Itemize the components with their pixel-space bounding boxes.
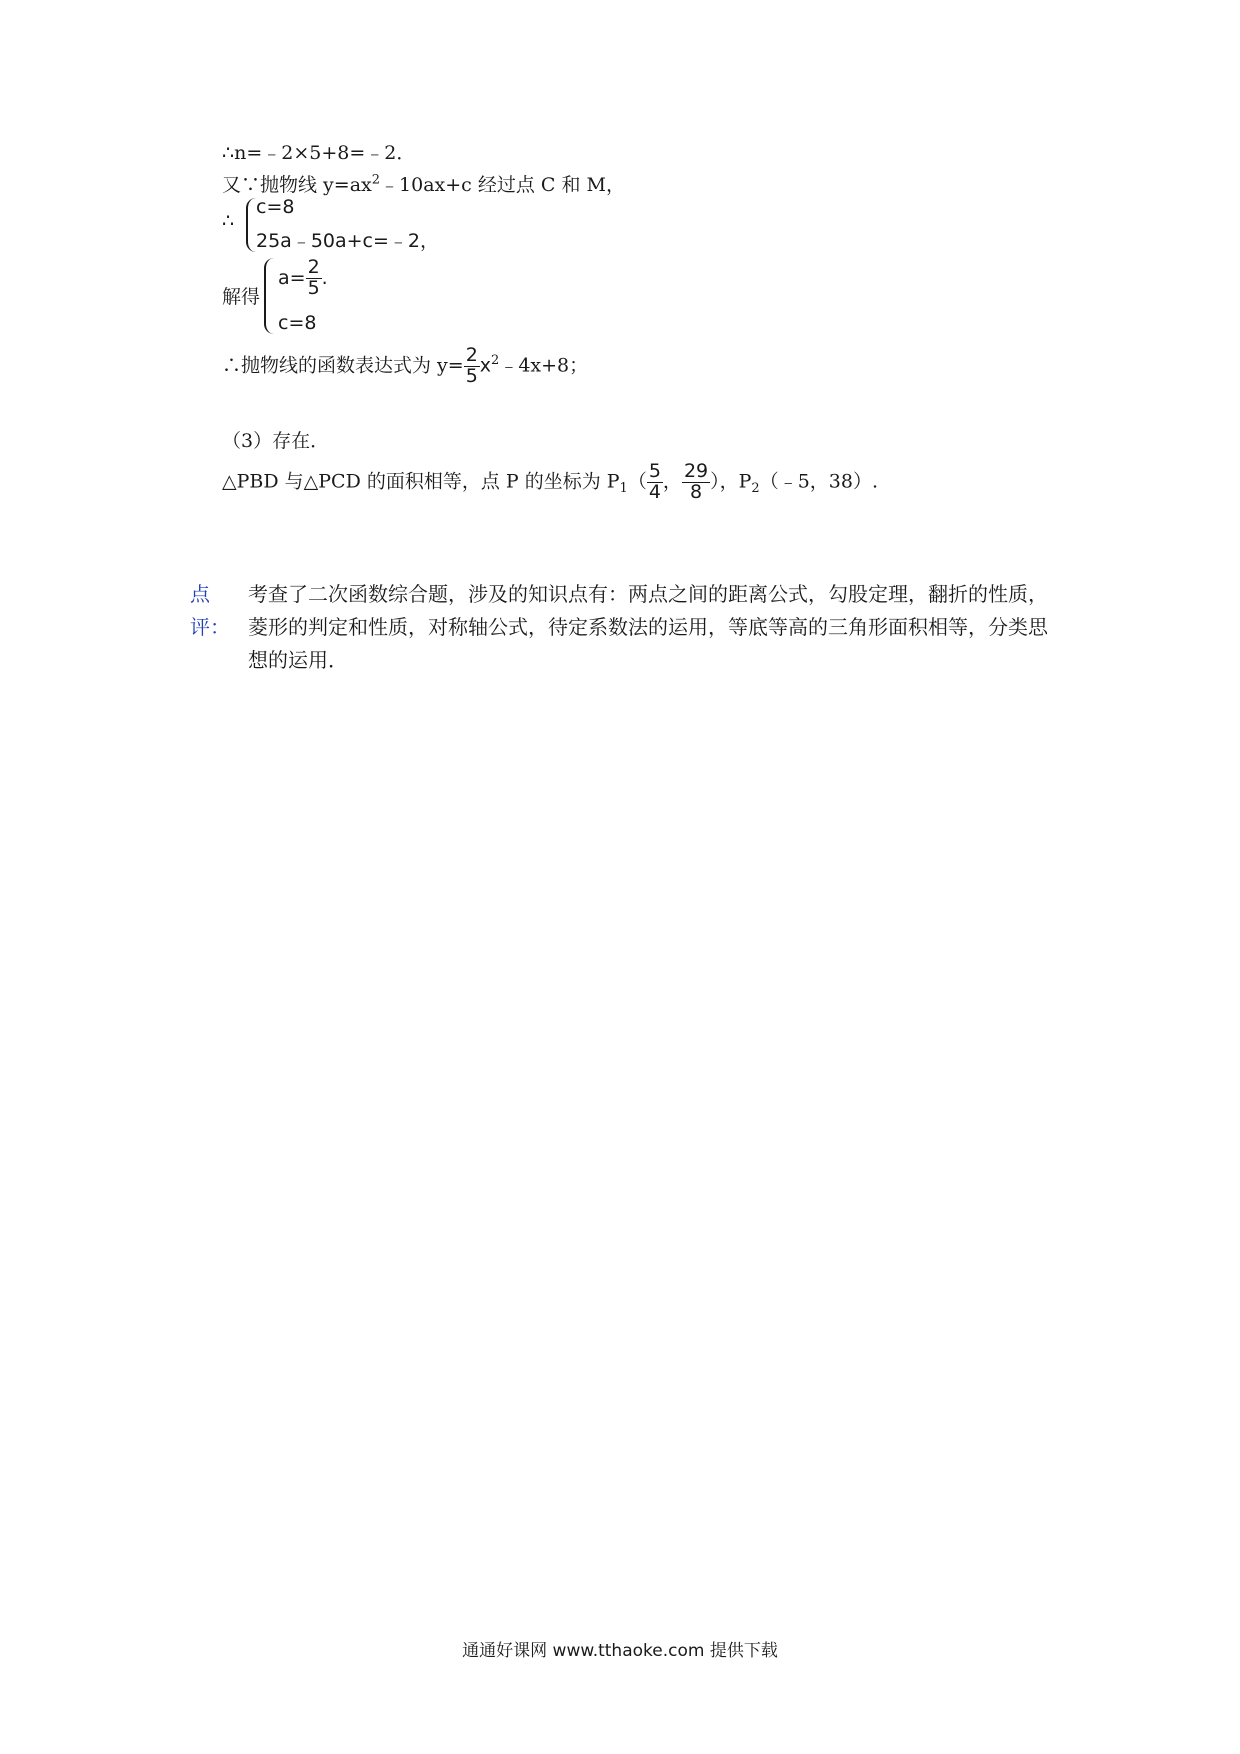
- comment-label: 点评：: [190, 582, 230, 639]
- equation-n: ∴n=﹣2×5+8=﹣2．: [222, 142, 416, 164]
- page-footer: 通通好课网 www.tthaoke.com 提供下载: [462, 1641, 778, 1661]
- fraction: $\frac{2}{5}$: [307, 256, 320, 299]
- fraction: $\frac{5}{4}$: [648, 460, 661, 503]
- comment-text: 考查了二次函数综合题，涉及的知识点有：两点之间的距离公式，勾股定理，翻折的性质，菱形的判定和性质，对称轴公式，待定系数法的运用，等底等高的三角形面积相等，分类思想的运用．: [248, 582, 1048, 672]
- part3-answer: △PBD 与△PCD 的面积相等，点 P 的坐标为 $P_1$（ $\frac{5}{4}$ ， $\frac{29}{8}$ ），$P_2(﹣5$，38）.: [222, 460, 879, 503]
- fraction: $\frac{2}{5}$: [465, 344, 478, 387]
- fraction: $\frac{29}{8}$: [683, 460, 709, 503]
- comment-section: [190, 578, 1060, 677]
- part3-title: （3）存在．: [222, 430, 330, 452]
- parabola-statement: 又∵抛物线 $y=ax^2﹣10ax+c$ 经过点 C 和 M，: [222, 172, 625, 196]
- parabola-result: ∴抛物线的函数表达式为 y= $\frac{2}{5}$ $x^2﹣4x+8$；: [222, 344, 589, 387]
- left-brace-icon: [264, 258, 276, 334]
